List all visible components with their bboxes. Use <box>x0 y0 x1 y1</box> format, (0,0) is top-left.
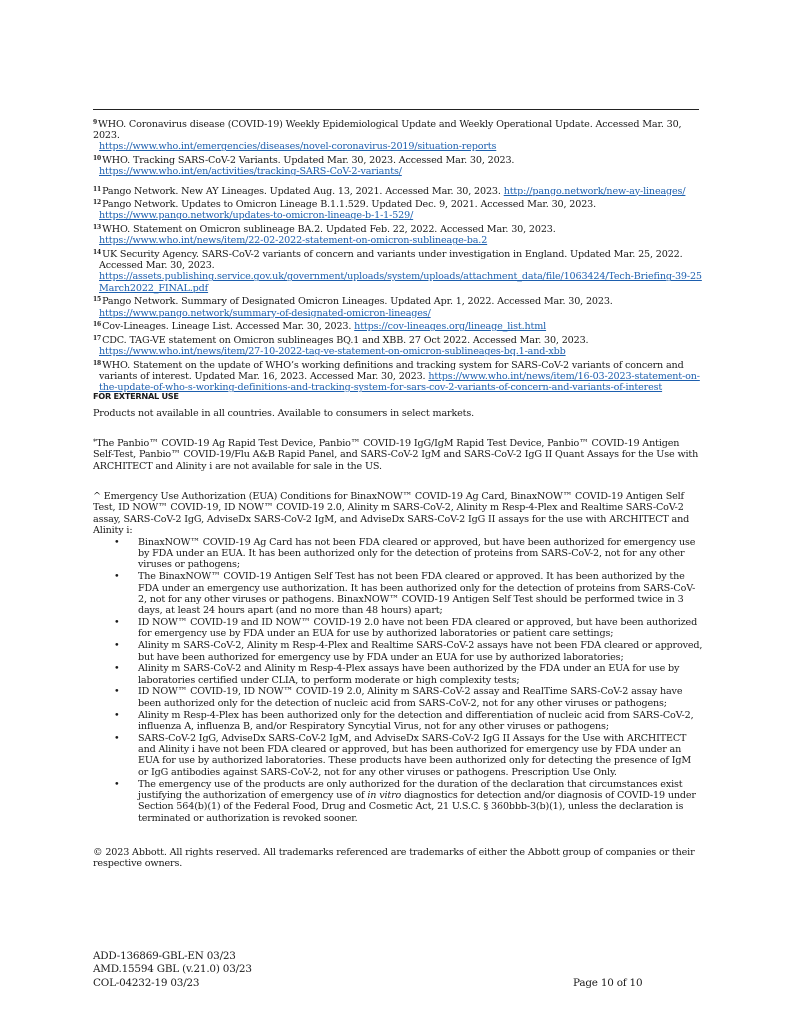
external-use-heading: FOR EXTERNAL USE <box>93 391 179 401</box>
list-item: • Alinity m Resp-4-Plex has been authorized only for the detection and differentiation of nucleic acid from SARS-CoV-2, influenza A, influenza B, and/or Respiratory Syncytial Virus, not for any other viruses or pathogens; <box>114 709 694 732</box>
list-item: • Alinity m SARS-CoV-2 and Alinity m Resp-4-Plex assays have been authorized by the FDA under an EUA for use by laboratories certified under CLIA, to perform moderate or high complexity tests; <box>114 663 680 686</box>
footnote-text-continued: Accessed Mar. 30, 2023. <box>99 260 215 272</box>
footnote-16 <box>93 319 703 332</box>
list-item: • ID NOW™ COVID-19 and ID NOW™ COVID-19 2.0 have not been FDA cleared or approved, but have been authorized for emergency use by FDA under an EUA for use by authorized laboratories or patient care settings; <box>114 617 698 640</box>
bullet-icon: • <box>114 686 120 698</box>
document-code: COL-04232-19 03/23 <box>93 976 200 989</box>
footnote-number: 16 <box>93 321 102 329</box>
bullet-icon: • <box>114 663 120 675</box>
footnote-number: 12 <box>93 199 102 207</box>
bullet-icon: • <box>114 732 120 744</box>
footnote-text: Pango Network. Summary of Designated Omicron Lineages. Updated Apr. 1, 2022. Accessed Mar. 30, 2023. <box>102 296 613 308</box>
footnote-text: WHO. Statement on Omicron sublineage BA.2. Updated Feb. 22, 2022. Accessed Mar. 30, 2023. <box>102 224 556 236</box>
footnote-number: 11 <box>93 185 102 193</box>
footnote-text: Pango Network. Updates to Omicron Lineage B.1.1.529. Updated Dec. 9, 2021. Accessed Mar. 30, 2023. <box>102 199 597 211</box>
eua-conditions <box>93 491 703 824</box>
document-codes <box>93 950 252 990</box>
bullet-icon: • <box>114 640 120 652</box>
footnote-number: 9 <box>93 119 98 126</box>
bullet-icon: • <box>114 778 120 790</box>
availability-note: Products not available in all countries. Available to consumers in select markets. <box>93 408 475 419</box>
footnote-link[interactable]: https://www.who.int/en/activities/tracking-SARS-CoV-2-variants/ <box>99 166 402 178</box>
footnote-11 <box>93 184 703 197</box>
footnote-text: WHO. Tracking SARS-CoV-2 Variants. Updated Mar. 30, 2023. Accessed Mar. 30, 2023. <box>102 155 515 167</box>
footnote-link[interactable]: https://www.who.int/news/item/22-02-2022-statement-on-omicron-sublineage-ba.2 <box>99 235 488 247</box>
footnote-link[interactable]: http://pango.network/new-ay-lineages/ <box>503 185 686 197</box>
footnote-link[interactable]: https://assets.publishing.service.gov.uk/government/uploads/system/uploads/attachment_data/file/1063424/Tech-Briefing-39-25March2022_FINAL.pdf <box>99 271 702 294</box>
bullet-icon: • <box>114 536 120 548</box>
footnote-link[interactable]: https://cov-lineages.org/lineage_list.html <box>354 321 547 333</box>
footnote-text: CDC. TAG-VE statement on Omicron sublineages BQ.1 and XBB. 27 Oct 2022. Accessed Mar. 30, 2023. <box>102 334 589 346</box>
footnote-link[interactable]: https://www.pango.network/summary-of-designated-omicron-lineages/ <box>99 307 431 319</box>
footnote-number: 14 <box>93 249 102 257</box>
page-number: Page 10 of 10 <box>573 977 643 989</box>
footnote-12 <box>93 197 703 221</box>
footnote-9 <box>93 117 703 153</box>
panbio-note <box>93 437 703 472</box>
list-item: • BinaxNOW™ COVID-19 Ag Card has not been FDA cleared or approved, but have been authorized for emergency use by FDA under an EUA. It has been authorized only for the detection of proteins from SARS-CoV-2, not for any other viruses or pathogens; <box>114 536 696 571</box>
footnote-link[interactable]: https://www.who.int/emergencies/diseases/novel-coronavirus-2019/situation-reports <box>99 141 497 153</box>
list-item: • Alinity m SARS-CoV-2, Alinity m Resp-4-Plex and Realtime SARS-CoV-2 assays have not been FDA cleared or approved, but have been authorized for emergency use by FDA under an EUA for use by authorized laboratories; <box>114 640 703 663</box>
footnote-text: Cov-Lineages. Lineage List. Accessed Mar. 30, 2023. <box>102 321 352 333</box>
bullet-icon: • <box>114 571 120 583</box>
footnote-link[interactable]: https://www.who.int/news/item/27-10-2022-tag-ve-statement-on-omicron-sublineages-bq.1-and-xbb <box>99 346 566 358</box>
footnote-text: Pango Network. New AY Lineages. Updated Aug. 13, 2021. Accessed Mar. 30, 2023. <box>102 185 501 197</box>
list-item: • The emergency use of the products are only authorized for the duration of the declaration that circumstances exist justifying the authorization of emergency use of in vitro diagnostics for detection and/or diagnosis of COVID-19 under Section 564(b)(1) of the Federal Food, Drug and Cosmetic Act, 21 U.S.C. § 360bbb-3(b)(1), unless the declaration is terminated or authorization is revoked sooner. <box>114 778 696 824</box>
document-code: AMD.15594 GBL (v.21.0) 03/23 <box>93 963 252 976</box>
bullet-icon: • <box>114 709 120 721</box>
asterisk-marker: * <box>93 438 97 446</box>
footnote-13 <box>93 222 703 246</box>
footnote-link[interactable]: https://www.who.int/news/item/16-03-2023-statement-on-the-update-of-who-s-working-definitions-and-tracking-system-for-sars-cov-2-variants-of-concern-and-variants-of-interest <box>99 371 700 394</box>
footnote-number: 10 <box>93 155 102 163</box>
footnote-number: 13 <box>93 224 102 232</box>
footnote-14 <box>93 247 703 294</box>
footnote-link[interactable]: https://www.pango.network/updates-to-omicron-lineage-b-1-1-529/ <box>99 210 414 222</box>
footnotes-list <box>93 117 703 394</box>
footnote-number: 18 <box>93 359 102 367</box>
eua-intro: ^ Emergency Use Authorization (EUA) Conditions for BinaxNOW™ COVID-19 Ag Card, BinaxNOW™ COVID-19 Antigen Self Test, ID NOW™ COVID-19, ID NOW™ COVID-19 2.0, Alinity m SARS-CoV-2, Alinity m Resp-4-Plex and Realtime SARS-CoV-2 assay, SARS-CoV-2 IgG, AdviseDx SARS-CoV-2 IgM, and AdviseDx SARS-CoV-2 IgG II assays for the use with ARCHITECT and Alinity i: <box>93 491 690 537</box>
footnote-10 <box>93 153 703 177</box>
footnote-18 <box>93 358 703 394</box>
footnote-number: 15 <box>93 296 102 304</box>
panbio-note-text: The Panbio™ COVID-19 Ag Rapid Test Device, Panbio™ COVID-19 IgG/IgM Rapid Test Device, Panbio™ COVID-19 Antigen Self-Test, Panbio™ COVID-19/Flu A&B Rapid Panel, and SARS-CoV-2 IgM and SARS-CoV-2 IgG II Quant Assays for the Use with ARCHITECT and Alinity i are not available for sale in the US. <box>93 438 699 472</box>
document-code: ADD-136869-GBL-EN 03/23 <box>93 950 236 962</box>
footnote-separator-rule <box>93 109 699 110</box>
footnote-text: WHO. Coronavirus disease (COVID-19) Weekly Epidemiological Update and Weekly Operational Update. Accessed Mar. 30, 2023. <box>93 119 682 142</box>
footnote-15 <box>93 294 703 318</box>
eua-list <box>93 537 703 825</box>
footnote-number: 17 <box>93 334 102 342</box>
footnote-text: UK Security Agency. SARS-CoV-2 variants of concern and variants under investigation in England. Updated Mar. 25, 2022. <box>102 249 683 261</box>
list-item: • The BinaxNOW™ COVID-19 Antigen Self Test has not been FDA cleared or approved. It has been authorized by the FDA under an emergency use authorization. It has been authorized only for the detection of proteins from SARS-CoV-2, not for any other viruses or pathogens. BinaxNOW™ COVID-19 Antigen Self Test should be performed twice in 3 days, at least 24 hours apart (and no more than 48 hours) apart; <box>114 571 696 617</box>
bullet-icon: • <box>114 617 120 629</box>
footnote-17 <box>93 333 703 357</box>
footnote-text: WHO. Statement on the update of WHO’s working definitions and tracking system for SARS-CoV-2 variants of concern and variants of interest. Updated Mar. 16, 2023. Accessed Mar. 30, 2023. <box>99 359 684 383</box>
list-item: • SARS-CoV-2 IgG, AdviseDx SARS-CoV-2 IgM, and AdviseDx SARS-CoV-2 IgG II Assays for the Use with ARCHITECT and Alinity i have not been FDA cleared or approved, but has been authorized for emergency use by FDA under an EUA for use by authorized laboratories. These products have been authorized only for detecting the presence of IgM or IgG antibodies against SARS-CoV-2, not for any other viruses or pathogens. Prescription Use Only. <box>114 732 691 778</box>
list-item: • ID NOW™ COVID-19, ID NOW™ COVID-19 2.0, Alinity m SARS-CoV-2 assay and RealTime SARS-CoV-2 assay have been authorized only for the detection of nucleic acid from SARS-CoV-2, not for any other viruses or pathogens; <box>114 686 683 709</box>
copyright-notice: © 2023 Abbott. All rights reserved. All trademarks referenced are trademarks of either the Abbott group of companies or their respective owners. <box>93 847 695 870</box>
